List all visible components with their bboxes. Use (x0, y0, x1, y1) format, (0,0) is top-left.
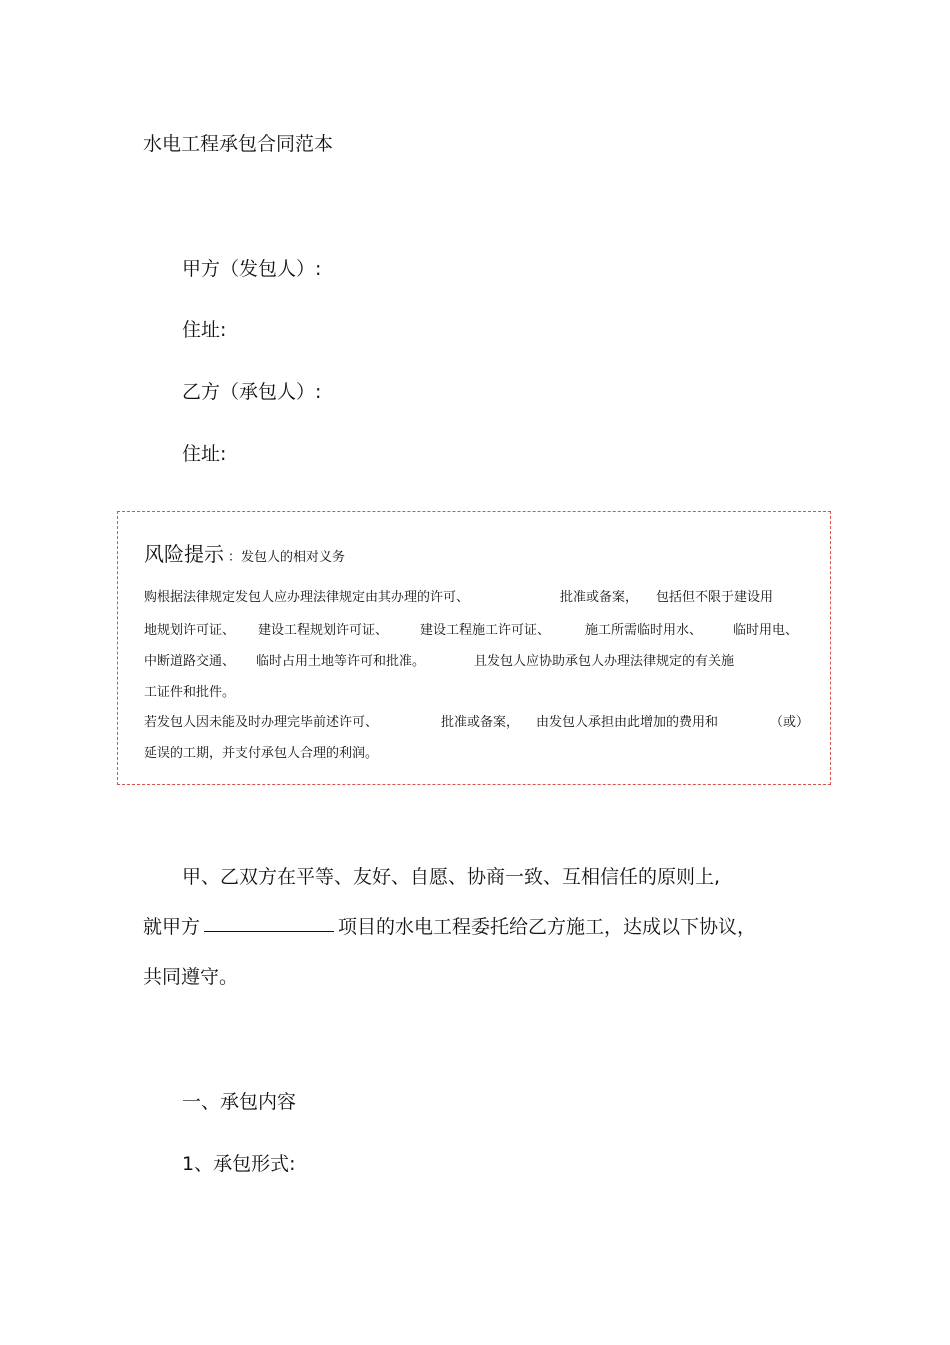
risk-line: 地规划许可证、 (144, 623, 236, 638)
agreement-line-2-pre: 就甲方 (143, 916, 201, 938)
address-a-label: 住址: (182, 319, 227, 341)
risk-line: 批准或备案， (560, 590, 639, 605)
section-1-heading: 一、承包内容 (182, 1091, 297, 1113)
agreement-line-2-post: 项目的水电工程委托给乙方施工，达成以下协议， (338, 916, 757, 938)
risk-line: （或） (770, 715, 810, 730)
risk-line: 购根据法律规定发包人应办理法律规定由其办理的许可、 (144, 590, 470, 605)
risk-line: 施工所需临时用水、 (585, 623, 703, 638)
risk-line: 临时占用土地等许可和批准。 (256, 654, 426, 669)
agreement-line-2 (143, 912, 756, 939)
project-name-blank[interactable] (204, 930, 334, 932)
risk-line: 工证件和批件。 (144, 685, 236, 700)
risk-line: 建设工程施工许可证、 (420, 623, 551, 638)
risk-line: 若发包人因未能及时办理完毕前述许可、 (144, 715, 379, 730)
risk-line: 延误的工期，并支付承包人合理的利润。 (144, 746, 379, 761)
party-a-label: 甲方（发包人）: (182, 258, 322, 280)
address-b-label: 住址: (182, 443, 227, 465)
risk-notice-header (144, 538, 345, 567)
risk-line: 中断道路交通、 (144, 654, 236, 669)
risk-line: 批准或备案， (441, 715, 520, 730)
risk-line: 临时用电、 (733, 623, 799, 638)
risk-notice-title: 风险提示 (144, 542, 224, 566)
risk-notice-subtitle: ：发包人的相对义务 (228, 550, 346, 565)
risk-line: 包括但不限于建设用 (656, 590, 774, 605)
risk-notice-box (117, 511, 831, 785)
risk-line: 由发包人承担由此增加的费用和 (536, 715, 719, 730)
agreement-line-3: 共同遵守。 (143, 966, 239, 988)
document-title: 水电工程承包合同范本 (143, 133, 334, 155)
section-1-item-1: 1、承包形式: (182, 1153, 296, 1175)
party-b-label: 乙方（承包人）: (182, 381, 322, 403)
risk-line: 且发包人应协助承包人办理法律规定的有关施 (474, 654, 735, 669)
risk-line: 建设工程规划许可证、 (258, 623, 389, 638)
agreement-line-1: 甲、乙双方在平等、友好、自愿、协商一致、互相信任的原则上, (182, 866, 721, 888)
